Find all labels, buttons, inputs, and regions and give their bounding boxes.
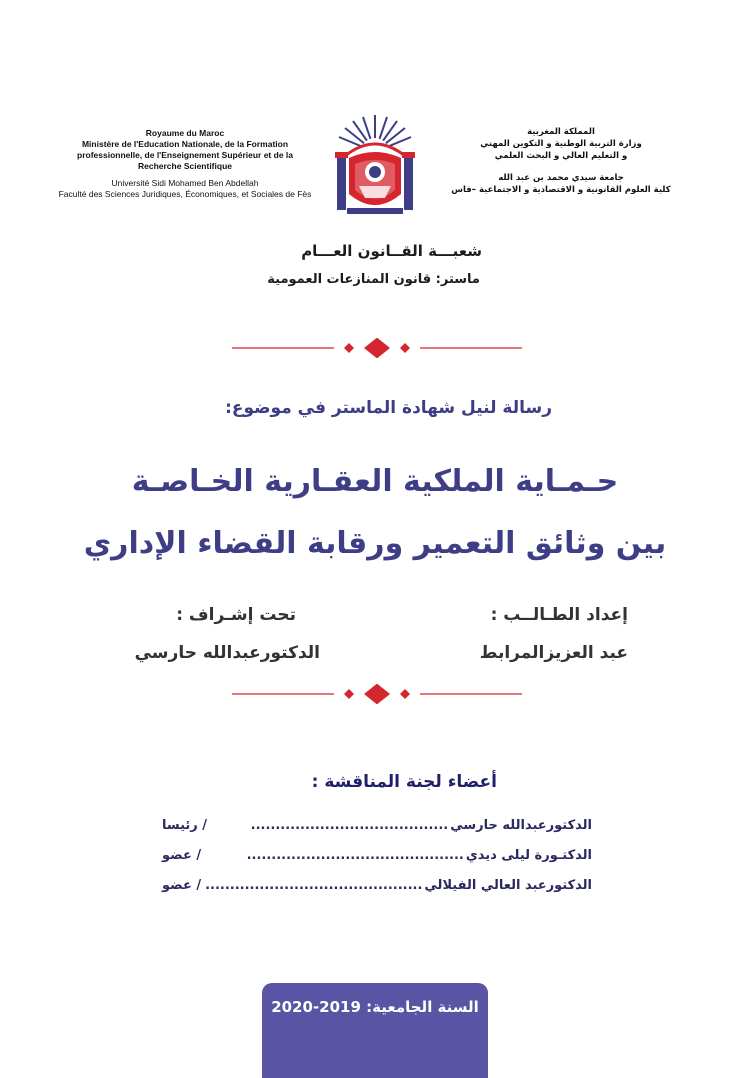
committee-member bbox=[162, 878, 592, 893]
thesis-title-line2: بين وثائق التعمير ورقابة القضاء الإداري bbox=[83, 526, 667, 561]
ministry-fr-line1: Ministère de l'Education Nationale, de la Formation bbox=[81, 139, 289, 149]
university-ar: جامعة سيدي محمد بن عبد الله bbox=[498, 173, 624, 183]
member-role: / عضو bbox=[162, 848, 202, 863]
member-dots: ............................................ bbox=[246, 848, 464, 863]
supervisor-label: تحت إشـراف : bbox=[176, 605, 296, 625]
university-fr: Université Sidi Mohamed Ben Abdellah bbox=[111, 178, 259, 188]
student-name: عبد العزيزالمرابط bbox=[479, 643, 628, 663]
student-label: إعداد الطـالــب : bbox=[490, 605, 628, 625]
diamond-divider-bottom bbox=[232, 684, 522, 704]
thesis-title-line1: حـمـاية الملكية العقـارية الخـاصـة bbox=[131, 464, 619, 499]
faculty-fr: Faculté des Sciences Juridiques, Économiques, et Sociales de Fès bbox=[58, 189, 312, 199]
committee-member bbox=[162, 818, 592, 833]
university-crest-icon bbox=[333, 112, 417, 218]
diamond-divider-top bbox=[232, 338, 522, 358]
ministry-fr-line3: Recherche Scientifique bbox=[137, 161, 232, 171]
academic-year: السنة الجامعية: 2019-2020 bbox=[271, 998, 479, 1016]
kingdom-ar: المملكة المغربية bbox=[527, 127, 595, 137]
supervisor-name: الدكتورعبدالله حارسي bbox=[134, 643, 320, 663]
member-name: الدكتورعبدالله حارسي bbox=[450, 818, 592, 833]
ministry-fr-line2: professionnelle, de l'Enseignement Supérieur et de la bbox=[77, 150, 293, 160]
header-french bbox=[40, 128, 330, 200]
thesis-intro: رسالة لنيل شهادة الماستر في موضوع: bbox=[225, 398, 552, 418]
header-arabic bbox=[430, 126, 692, 196]
member-name: الدكتورعبد العالي الفيلالي bbox=[424, 878, 592, 893]
member-role: / عضو bbox=[162, 878, 202, 893]
member-dots: ............................................ bbox=[205, 878, 423, 893]
member-role: / رئيسا bbox=[162, 818, 208, 833]
ministry-ar-line1: وزارة التربية الوطنية و التكوين المهني bbox=[480, 139, 642, 149]
member-dots: ........................................ bbox=[250, 818, 449, 833]
department-title: شعبـــة القــانون العـــام bbox=[301, 242, 482, 260]
kingdom-fr: Royaume du Maroc bbox=[145, 128, 225, 138]
member-name: الدكتـورة ليلى ديدي bbox=[465, 848, 592, 863]
faculty-ar: كلية العلوم القانونية و الاقتصادية و الاجتماعية –فاس bbox=[451, 185, 671, 195]
ministry-ar-line2: و التعليم العالي و البحث العلمي bbox=[494, 151, 628, 161]
master-title: ماستر: قانون المنازعات العمومية bbox=[267, 272, 480, 287]
committee-member bbox=[162, 848, 592, 863]
committee-title: أعضاء لجنة المناقشة : bbox=[311, 772, 497, 792]
